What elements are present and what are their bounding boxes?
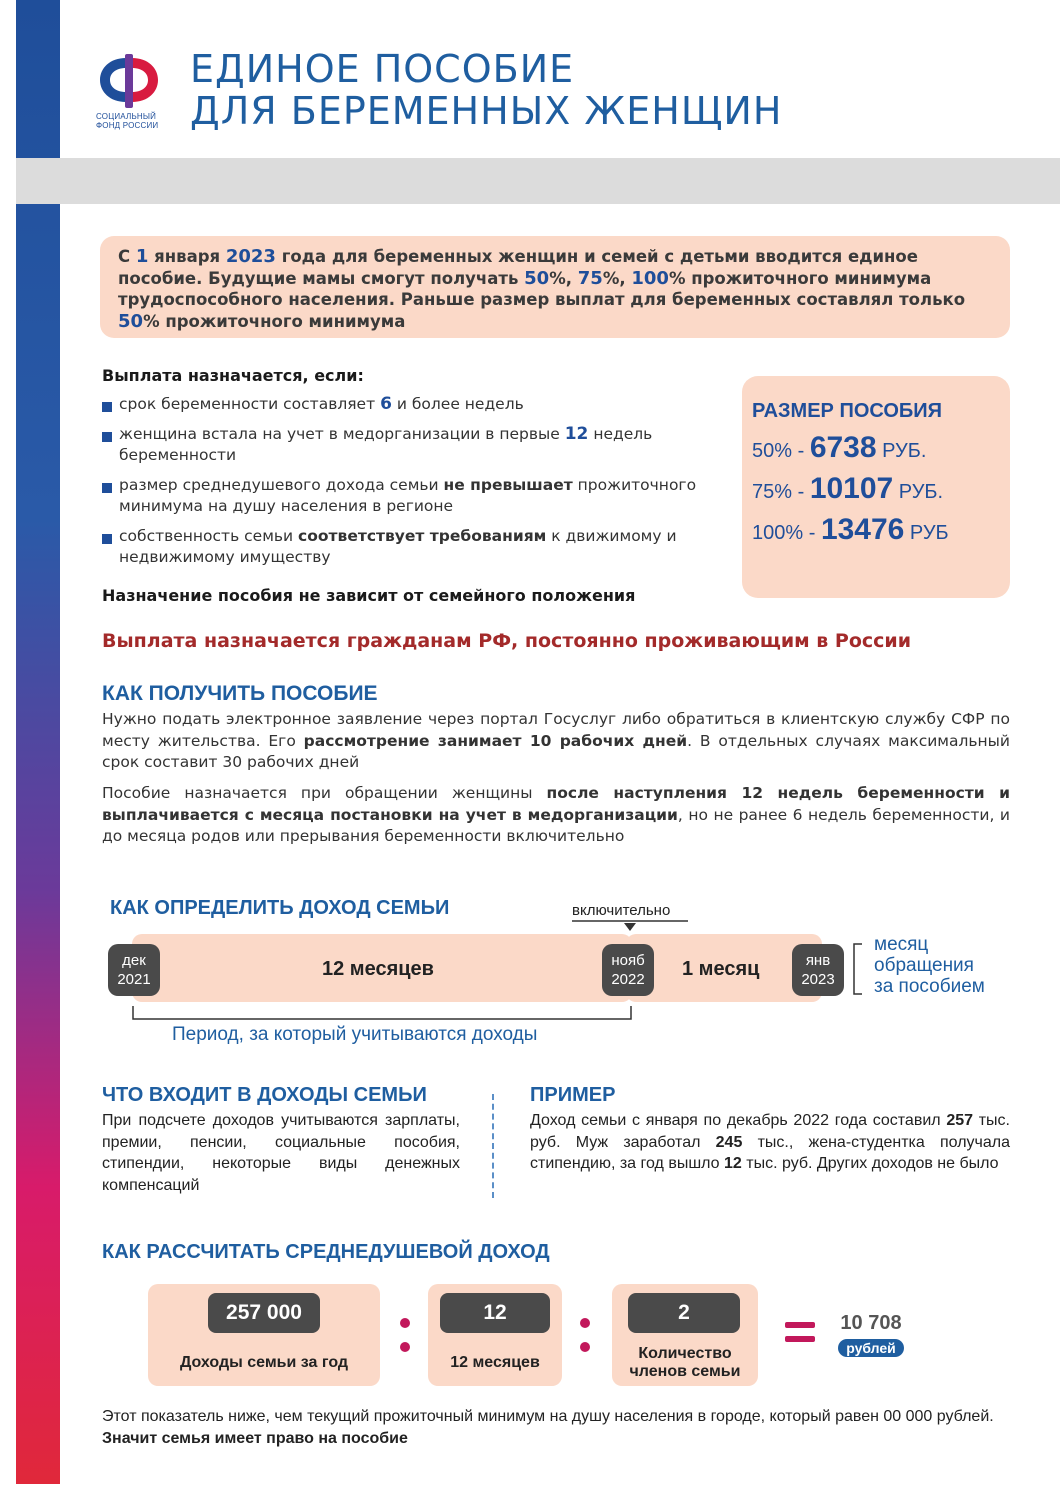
citizens-notice: Выплата назначается гражданам РФ, постоянно проживающим в России (102, 630, 912, 652)
badge-dec-2021: дек 2021 (108, 944, 160, 996)
conditions-note: Назначение пособия не зависит от семейного положения (102, 586, 636, 605)
conditions-list (102, 394, 714, 577)
label-12-months: 12 месяцев (322, 958, 434, 980)
result-value: 10 708 (840, 1312, 902, 1334)
income-title: КАК ОПРЕДЕЛИТЬ ДОХОД СЕМЬИ (110, 897, 450, 919)
amount-title: РАЗМЕР ПОСОБИЯ (752, 400, 943, 422)
calc-value-members: 2 (628, 1293, 740, 1333)
page-title: ЕДИНОЕ ПОСОБИЕ ДЛЯ БЕРЕМЕННЫХ ЖЕНЩИН (190, 47, 783, 133)
how-to-paragraph-1: Нужно подать электронное заявление через портал Госуслуг либо обратиться в клиентскую службу СФР по месту жительства. Его рассмотрение занимает 10 рабочих дней. В отдельных случаях максимальный срок составит 30 рабочих дней (102, 710, 1010, 771)
inclusive-label: включительно (572, 902, 671, 919)
example-text: Доход семьи с января по декабрь 2022 года составил 257 тыс. руб. Муж заработал 245 тыс., жена-студентка получала стипендию, за год вышло 12 тыс. руб. Других доходов не было (530, 1112, 1011, 1172)
badge-nov-2022: нояб 2022 (602, 944, 654, 996)
intro-box: С 1 января 2023 года для беременных женщин и семей с детьми вводится единое пособие. Будущие мамы смогут получать 50%, 75%, 100% прожиточного минимума трудоспособного населения. Раньше размер выплат для беременных составлял только 50% прожиточного минимума (100, 236, 1010, 338)
period-label: Период, за который учитываются доходы (172, 1024, 538, 1045)
conditions-title: Выплата назначается, если: (102, 366, 364, 385)
equals-sign (785, 1322, 815, 1350)
list-item: размер среднедушевого дохода семьи не превышает прожиточного минимума на душу населения в регионе (102, 475, 714, 517)
example-title: ПРИМЕР (530, 1084, 616, 1106)
calc-caption-members: Количество членов семьи (629, 1345, 741, 1380)
calc-caption-income: Доходы семьи за год (179, 1354, 349, 1371)
header-gray-band (16, 158, 1060, 204)
calc-value-months: 12 (440, 1293, 550, 1333)
how-to-title: КАК ПОЛУЧИТЬ ПОСОБИЕ (102, 682, 378, 705)
amount-row-75: 75% - 10107 РУБ. (752, 472, 944, 505)
benefit-amount-box (742, 376, 1010, 598)
sfr-logo-icon (96, 52, 162, 110)
request-bracket (850, 942, 866, 996)
badge-jan-2023: янв 2023 (792, 944, 844, 996)
divide-sign (580, 1318, 590, 1366)
footer-conclusion: Этот показатель ниже, чем текущий прожиточный минимум на душу населения в городе, который равен 00 000 рублей. Значит семья имеет право на пособие (102, 1408, 994, 1447)
list-item: срок беременности составляет 6 и более недель (102, 394, 714, 415)
list-item: женщина встала на учет в медорганизации в первые 12 недель беременности (102, 424, 714, 466)
how-to-paragraph-2: Пособие назначается при обращении женщины после наступления 12 недель беременности и выплачивается с месяца постановки на учет в медорганизации, но не ранее 6 недель беременности, и до месяца родов или прерывания беременности включительно (102, 784, 1011, 845)
what-in-title: ЧТО ВХОДИТ В ДОХОДЫ СЕМЬИ (102, 1084, 427, 1106)
amount-row-50: 50% - 6738 РУБ. (752, 431, 927, 464)
side-gradient-bar (16, 0, 60, 1484)
divide-sign (400, 1318, 410, 1366)
result-unit-badge: рублей (838, 1339, 904, 1357)
calc-title: КАК РАССЧИТАТЬ СРЕДНЕДУШЕВОЙ ДОХОД (102, 1241, 550, 1263)
calc-value-income: 257 000 (208, 1293, 320, 1333)
logo-text: СОЦИАЛЬНЫЙ ФОНД РОССИИ (96, 112, 159, 130)
period-bracket (130, 1004, 634, 1024)
inclusive-bracket (570, 918, 690, 934)
section-divider (492, 1094, 494, 1198)
label-1-month: 1 месяц (682, 958, 760, 980)
list-item: собственность семьи соответствует требованиям к движимому и недвижимому имуществу (102, 526, 714, 568)
calc-caption-months: 12 месяцев (450, 1354, 540, 1371)
amount-row-100: 100% - 13476 РУБ (752, 513, 949, 546)
request-month-label: месяц обращения за пособием (874, 934, 985, 997)
sfr-logo (96, 52, 168, 130)
what-in-text: При подсчете доходов учитываются зарплаты, премии, пенсии, социальные пособия, стипендии, некоторые виды денежных компенсаций (102, 1112, 460, 1194)
calc-result (834, 1312, 908, 1358)
